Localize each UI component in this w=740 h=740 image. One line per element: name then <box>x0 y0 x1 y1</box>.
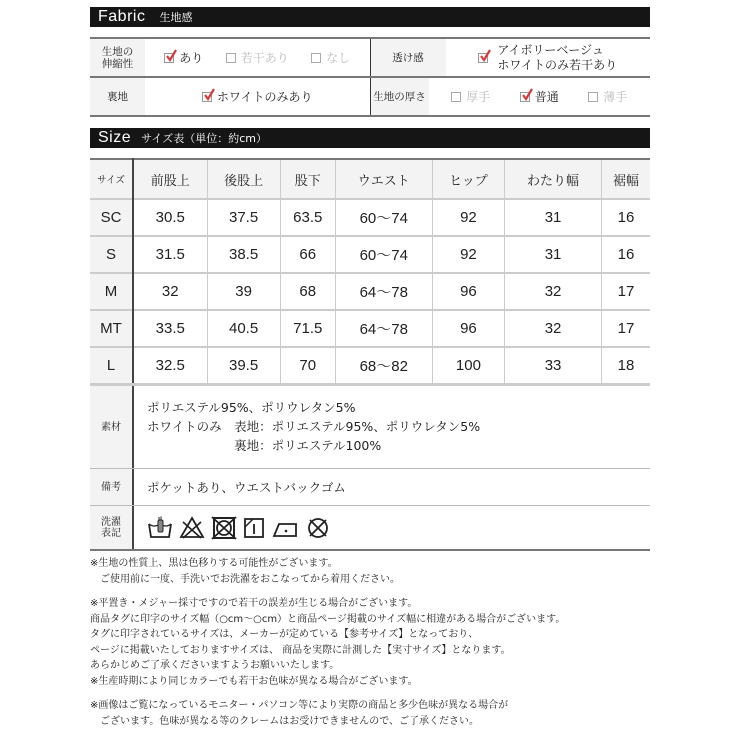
shade-drip-dry-icon <box>243 516 265 540</box>
table-cell: 40.5 <box>207 310 280 347</box>
table-cell: 96 <box>432 310 504 347</box>
thickness-option-label: 厚手 <box>466 90 491 104</box>
product-info-table <box>90 383 650 551</box>
stretch-label-line2: 伸縮性 <box>101 57 134 70</box>
size-label-cell: S <box>90 236 133 273</box>
table-cell: 68 <box>280 273 335 310</box>
table-cell: 32 <box>505 273 602 310</box>
remarks-label: 備考 <box>90 469 134 505</box>
fabric-section-header <box>90 7 650 27</box>
header-cell: ヒップ <box>432 159 504 199</box>
thickness-option-futsuu <box>520 88 559 105</box>
notes-section <box>90 556 650 729</box>
table-cell: 38.5 <box>207 236 280 273</box>
size-label-cell: M <box>90 273 133 310</box>
care-label <box>90 506 134 549</box>
unchecked-checkbox-icon <box>226 53 236 63</box>
sheer-option-line1: アイボリーベージュ <box>497 42 604 57</box>
lining-options <box>145 78 370 115</box>
table-cell: 71.5 <box>280 310 335 347</box>
table-cell: 17 <box>602 273 651 310</box>
size-label-cell: MT <box>90 310 133 347</box>
thickness-label: 生地の厚さ <box>371 78 429 115</box>
header-cell: サイズ <box>90 159 133 199</box>
size-title-jp: サイズ表（単位：約cm） <box>141 132 268 145</box>
unchecked-checkbox-icon <box>311 53 321 63</box>
table-cell: 39 <box>207 273 280 310</box>
stretch-option-label: あり <box>179 51 204 65</box>
material-line1: ポリエステル95%、ポリウレタン5% <box>147 400 356 415</box>
header-cell: 裾幅 <box>602 159 651 199</box>
table-cell: 31 <box>505 236 602 273</box>
table-cell: 70 <box>280 347 335 383</box>
table-cell: 32.5 <box>133 347 207 383</box>
size-table-header <box>90 159 650 199</box>
stretch-cell <box>90 39 371 76</box>
material-line2-prefix: ホワイトのみ <box>147 419 235 434</box>
note-line: ※生産時期により同じカラーでも若干お色味が異なる場合がございます。 <box>90 675 418 687</box>
material-line3: 裏地：ポリエステル100% <box>234 438 382 453</box>
material-white-only <box>147 417 650 455</box>
table-cell: 64〜78 <box>335 273 432 310</box>
stretch-label <box>90 39 145 76</box>
table-cell: 16 <box>602 199 651 236</box>
table-cell: 92 <box>432 236 504 273</box>
no-tumble-dry-icon <box>211 516 237 540</box>
table-cell: 100 <box>432 347 504 383</box>
lining-cell <box>90 78 371 115</box>
note-line: タグに印字されているサイズは、メーカーが定めている【参考サイズ】となっており、 <box>90 629 479 640</box>
stretch-option-label: なし <box>326 51 351 65</box>
note-line: あらかじめご了承くださいますようお願いいたします。 <box>90 660 340 671</box>
checked-checkbox-icon <box>164 53 174 63</box>
size-label-cell: L <box>90 347 133 383</box>
table-cell: 32 <box>133 273 207 310</box>
table-row <box>90 236 650 273</box>
table-cell: 30.5 <box>133 199 207 236</box>
table-cell: 96 <box>432 273 504 310</box>
size-title-en: Size <box>98 129 132 146</box>
header-cell: 後股上 <box>207 159 280 199</box>
fabric-title-jp: 生地感 <box>159 11 193 24</box>
table-row <box>90 347 650 383</box>
table-cell: 60〜74 <box>335 199 432 236</box>
table-cell: 64〜78 <box>335 310 432 347</box>
table-cell: 39.5 <box>207 347 280 383</box>
care-label-line1: 洗濯 <box>101 516 121 528</box>
checked-checkbox-icon <box>202 92 212 102</box>
sheer-options <box>446 39 651 76</box>
table-cell: 18 <box>602 347 651 383</box>
thickness-option-usude <box>588 88 627 105</box>
table-cell: 37.5 <box>207 199 280 236</box>
table-cell: 63.5 <box>280 199 335 236</box>
size-section-header <box>90 128 650 148</box>
table-row <box>90 273 650 310</box>
fabric-row-2 <box>90 76 650 115</box>
stretch-option-nashi <box>311 49 350 66</box>
iron-low-icon <box>271 516 299 540</box>
care-label-line2: 表記 <box>101 527 121 539</box>
remarks-text: ポケットあり、ウエストバックゴム <box>147 479 346 495</box>
table-cell: 16 <box>602 236 651 273</box>
table-cell: 17 <box>602 310 651 347</box>
stretch-label-line1: 生地の <box>101 45 134 58</box>
header-cell: ウエスト <box>335 159 432 199</box>
stretch-option-ari <box>164 49 203 66</box>
header-cell: 股下 <box>280 159 335 199</box>
table-cell: 31.5 <box>133 236 207 273</box>
thickness-option-label: 普通 <box>534 90 559 104</box>
table-row <box>90 310 650 347</box>
note-line: ※生地の性質上、黒は色移りする可能性がございます。 <box>90 558 338 569</box>
no-dry-clean-icon <box>305 516 331 540</box>
note-line: ※平置き・メジャー採寸ですので若干の誤差が生じる場合がございます。 <box>90 598 418 609</box>
sheer-label: 透け感 <box>371 39 446 76</box>
header-cell: わたり幅 <box>505 159 602 199</box>
thickness-options <box>429 78 651 115</box>
table-cell: 32 <box>505 310 602 347</box>
size-label-cell: SC <box>90 199 133 236</box>
lining-option <box>202 88 313 105</box>
lining-option-label: ホワイトのみあり <box>216 90 313 104</box>
care-row <box>90 505 650 549</box>
note-line: ございます。色味が異なる等のクレームはお受けできませんので、ご了承ください。 <box>100 715 479 727</box>
table-cell: 60〜74 <box>335 236 432 273</box>
note-line: 商品タグに印字のサイズ幅（○cm〜○cm）と商品ページ掲載のサイズ幅に相違がある場合がございます。 <box>90 613 566 625</box>
table-cell: 66 <box>280 236 335 273</box>
table-cell: 33.5 <box>133 310 207 347</box>
sheer-cell <box>371 39 651 76</box>
no-bleach-icon <box>179 516 205 540</box>
unchecked-checkbox-icon <box>451 92 461 102</box>
material-row <box>90 386 650 468</box>
thickness-cell <box>371 78 651 115</box>
table-cell: 68〜82 <box>335 347 432 383</box>
note-line: ※画像はご覧になっているモニター・パソコン等により実際の商品と多少色味が異なる場合が <box>90 700 509 711</box>
note-line: ページに掲載いたしておりますサイズは、 商品を実際に計測した【実寸サイズ】となります。 <box>90 644 511 656</box>
stretch-options <box>145 39 370 76</box>
table-cell: 92 <box>432 199 504 236</box>
table-cell: 33 <box>505 347 602 383</box>
size-table <box>90 158 650 383</box>
thickness-option-label: 薄手 <box>603 90 628 104</box>
checked-checkbox-icon <box>478 53 488 63</box>
lining-label: 裏地 <box>90 78 145 115</box>
table-cell: 31 <box>505 199 602 236</box>
remarks-row <box>90 468 650 505</box>
sheer-option-line2: ホワイトのみ若干あり <box>497 57 618 72</box>
material-line2: 表地：ポリエステル95%、ポリウレタン5% <box>234 419 481 434</box>
stretch-option-label: 若干あり <box>240 51 289 65</box>
thickness-option-atsude <box>451 88 490 105</box>
material-label: 素材 <box>90 386 134 468</box>
fabric-row-1 <box>90 39 650 76</box>
material-body <box>134 386 650 468</box>
hand-wash-icon <box>147 516 173 540</box>
care-icons <box>134 506 650 549</box>
checked-checkbox-icon <box>520 92 530 102</box>
unchecked-checkbox-icon <box>588 92 598 102</box>
table-row <box>90 199 650 236</box>
sheer-option <box>478 43 617 73</box>
stretch-option-jakkan <box>226 49 289 66</box>
note-line: ご使用前に一度、手洗いでお洗濯をおこなってから着用ください。 <box>100 573 400 585</box>
fabric-table <box>90 37 650 117</box>
header-cell: 前股上 <box>133 159 207 199</box>
fabric-title-en: Fabric <box>98 8 146 25</box>
